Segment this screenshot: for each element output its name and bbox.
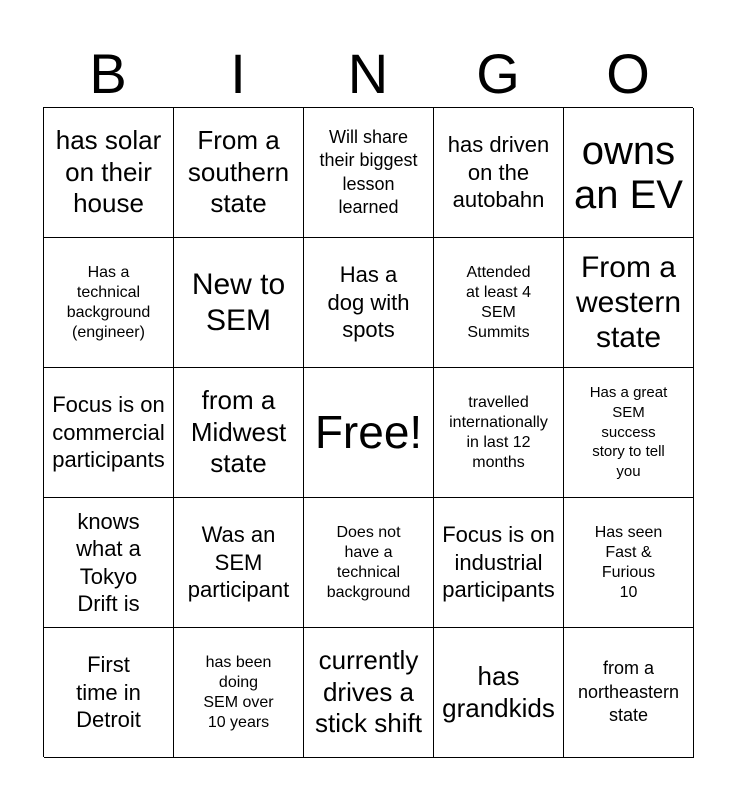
bingo-cell[interactable]: Focus is on industrial participants [434, 498, 564, 628]
bingo-cell[interactable]: From a western state [564, 238, 694, 368]
bingo-cell[interactable]: has been doing SEM over 10 years [174, 628, 304, 758]
bingo-cell[interactable]: has driven on the autobahn [434, 108, 564, 238]
bingo-cell[interactable]: Has seen Fast & Furious 10 [564, 498, 694, 628]
header-letter-i: I [230, 42, 246, 105]
bingo-cell[interactable]: From a southern state [174, 108, 304, 238]
header-letter-g: G [476, 42, 520, 105]
bingo-cell[interactable]: Will share their biggest lesson learned [304, 108, 434, 238]
bingo-cell[interactable]: knows what a Tokyo Drift is [44, 498, 174, 628]
free-space[interactable]: Free! [304, 368, 434, 498]
bingo-board [43, 107, 693, 757]
bingo-cell[interactable]: Does not have a technical background [304, 498, 434, 628]
bingo-cell[interactable]: has solar on their house [44, 108, 174, 238]
bingo-cell[interactable]: New to SEM [174, 238, 304, 368]
bingo-cell[interactable]: from a northeastern state [564, 628, 694, 758]
bingo-header [43, 40, 693, 108]
bingo-cell[interactable]: Attended at least 4 SEM Summits [434, 238, 564, 368]
header-letter-b: B [89, 42, 127, 105]
bingo-cell[interactable]: Has a dog with spots [304, 238, 434, 368]
bingo-cell[interactable]: Has a technical background (engineer) [44, 238, 174, 368]
header-letter-n: N [347, 42, 389, 105]
bingo-cell[interactable]: Was an SEM participant [174, 498, 304, 628]
bingo-cell[interactable]: owns an EV [564, 108, 694, 238]
bingo-cell[interactable]: from a Midwest state [174, 368, 304, 498]
bingo-cell[interactable]: has grandkids [434, 628, 564, 758]
bingo-cell[interactable]: travelled internationally in last 12 months [434, 368, 564, 498]
bingo-cell[interactable]: currently drives a stick shift [304, 628, 434, 758]
bingo-cell[interactable]: First time in Detroit [44, 628, 174, 758]
header-letter-o: O [606, 42, 650, 105]
bingo-cell[interactable]: Focus is on commercial participants [44, 368, 174, 498]
bingo-cell[interactable]: Has a great SEM success story to tell you [564, 368, 694, 498]
